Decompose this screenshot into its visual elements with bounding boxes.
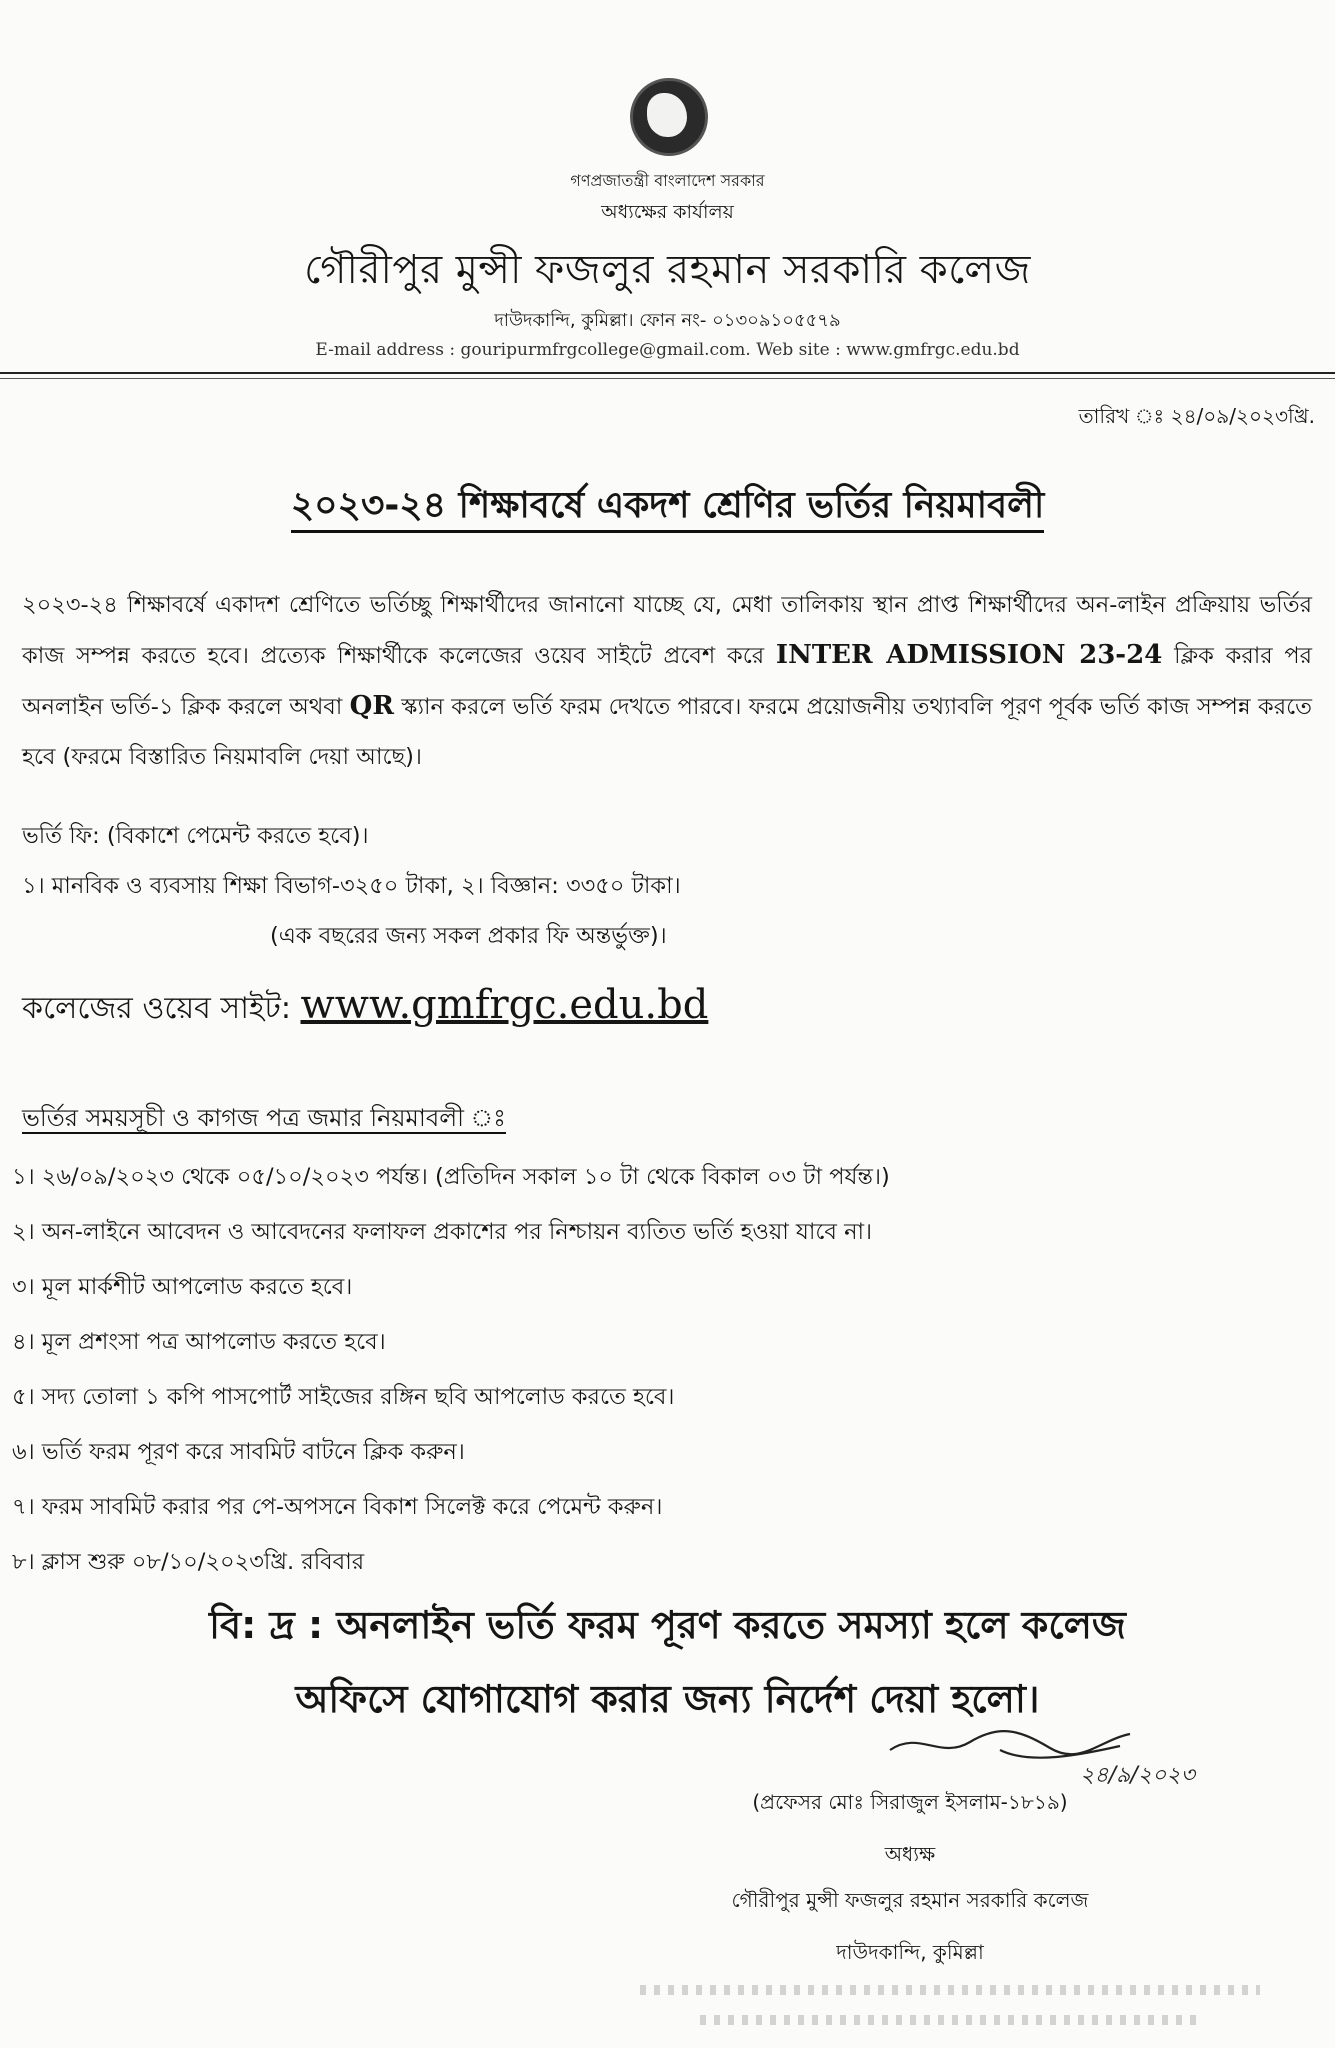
- list-item: ৫। সদ্য তোলা ১ কপি পাসপোর্ট সাইজের রঙ্গিন ছবি আপলোড করতে হবে।: [12, 1384, 675, 1410]
- page-title: [0, 478, 1335, 538]
- signer-designation: অধ্যক্ষ: [884, 1842, 936, 1866]
- website-label: কলেজের ওয়েব সাইট:: [22, 991, 291, 1026]
- government-name: গণপ্রজাতন্ত্রী বাংলাদেশ সরকার: [570, 171, 765, 190]
- notice-date: তারিখ ঃ ২৪/০৯/২০২৩খ্রি.: [1078, 404, 1315, 428]
- list-item: ৬। ভর্তি ফরম পূরণ করে সাবমিট বাটনে ক্লিক করুন।: [12, 1439, 465, 1465]
- fee-note: (এক বছরের জন্য সকল প্রকার ফি অন্তর্ভুক্ত)।: [270, 923, 667, 949]
- special-notice-line-1: বি: দ্র : অনলাইন ভর্তি ফরম পূরণ করতে সমস্যা হলে কলেজ: [209, 1603, 1126, 1647]
- faded-seal-text: [640, 1985, 1260, 1995]
- website-line: [22, 982, 708, 1035]
- office-name: অধ্যক্ষের কার্যালয়: [601, 201, 734, 223]
- special-notice: [0, 1588, 1335, 1736]
- intro-text-3: স্ক্যান করলে ভর্তি ফরম দেখতে পারবে। ফরমে প্রয়োজনীয় তথ্যাবলি পূরণ পূর্বক ভর্তি কাজ সম্পন্ন করতে হবে (ফরমে বিস্তারিত নিয়মাবলি দেয়া আছে)।: [22, 694, 1312, 770]
- schedule-title: [22, 1100, 506, 1140]
- header-divider: [0, 372, 1335, 374]
- list-item: ৭। ফরম সাবমিট করার পর পে-অপসনে বিকাশ সিলেক্ট করে পেমেন্ট করুন।: [12, 1494, 663, 1520]
- signer-location: দাউদকান্দি, কুমিল্লা: [836, 1940, 984, 1964]
- special-notice-line-2: অফিসে যোগাযোগ করার জন্য নির্দেশ দেয়া হলো।: [295, 1677, 1040, 1721]
- government-emblem: [630, 78, 708, 156]
- intro-text-2: ক্লিক করার পর অনলাইন ভর্তি-১ ক্লিক করলে অথবা: [22, 643, 1313, 720]
- page-title-text: ২০২৩-২৪ শিক্ষাবর্ষে একদশ শ্রেণির ভর্তির নিয়মাবলী: [291, 485, 1045, 533]
- schedule-rules: [12, 1150, 1322, 1590]
- list-item: ৪। মূল প্রশংসা পত্র আপলোড করতে হবে।: [12, 1329, 386, 1355]
- intro-text-1: ২০২৩-২৪ শিক্ষাবর্ষে একাদশ শ্রেণিতে ভর্তিচ্ছু শিক্ষার্থীদের জানানো যাচ্ছে যে, মেধা তালিকায় স্থান প্রাপ্ত শিক্ষার্থীদের অন-লাইন প্রক্রিয়ায় ভর্তির কাজ সম্পন্ন করতে হবে। প্রত্যেক শিক্ষার্থীকে কলেজের ওয়েব সাইটে প্রবেশ করে: [22, 592, 1312, 669]
- list-item: ২। অন-লাইনে আবেদন ও আবেদনের ফলাফল প্রকাশের পর নিশ্চায়ন ব্যতিত ভর্তি হওয়া যাবে না।: [12, 1219, 873, 1245]
- principal-signature: [880, 1720, 1260, 1790]
- header-divider-thin: [0, 378, 1335, 379]
- intro-bold-admission: INTER ADMISSION 23-24: [775, 640, 1163, 670]
- signature-date: ২৪/৯/২০২৩: [1080, 1763, 1195, 1788]
- college-name: গৌরীপুর মুন্সী ফজলুর রহমান সরকারি কলেজ: [304, 247, 1031, 293]
- address-phone: দাউদকান্দি, কুমিল্লা। ফোন নং- ০১৩০৯১০৫৫৭৯: [494, 310, 841, 331]
- website-url: www.gmfrgc.edu.bd: [300, 982, 709, 1028]
- intro-paragraph: [22, 580, 1312, 782]
- email-website: E-mail address : gouripurmfrgcollege@gmail.com. Web site : www.gmfrgc.edu.bd: [315, 340, 1020, 360]
- signer-name: (প্রফেসর মোঃ সিরাজুল ইসলাম-১৮১৯): [752, 1790, 1068, 1814]
- list-item: ৩। মূল মার্কশীট আপলোড করতে হবে।: [12, 1274, 353, 1300]
- list-item: ১। ২৬/০৯/২০২৩ থেকে ০৫/১০/২০২৩ পর্যন্ত। (প্রতিদিন সকাল ১০ টা থেকে বিকাল ০৩ টা পর্যন্ত।): [12, 1164, 890, 1190]
- faded-seal-text: [700, 2015, 1200, 2025]
- fee-items: ১। মানবিক ও ব্যবসায় শিক্ষা বিভাগ-৩২৫০ টাকা, ২। বিজ্ঞান: ৩৩৫০ টাকা।: [22, 873, 681, 899]
- list-item: ৮। ক্লাস শুরু ০৮/১০/২০২৩খ্রি. রবিবার: [12, 1549, 365, 1575]
- fee-label: ভর্তি ফি: (বিকাশে পেমেন্ট করতে হবে)।: [22, 823, 369, 849]
- signer-college: গৌরীপুর মুন্সী ফজলুর রহমান সরকারি কলেজ: [731, 1888, 1089, 1912]
- intro-bold-qr: QR: [349, 691, 394, 721]
- schedule-title-text: ভর্তির সময়সূচী ও কাগজ পত্র জমার নিয়মাবলী ঃ: [22, 1104, 506, 1132]
